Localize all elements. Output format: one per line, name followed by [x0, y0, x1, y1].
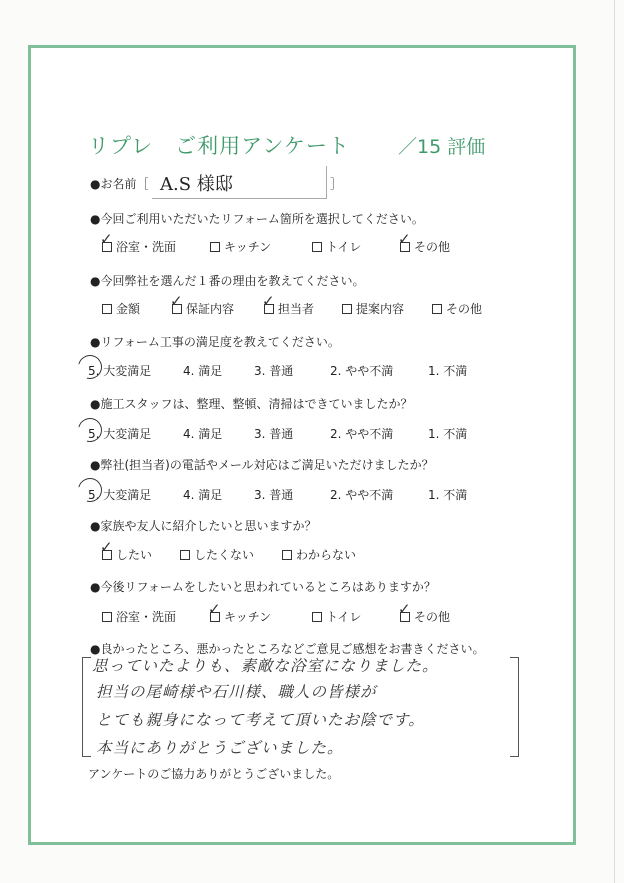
comment-line-3[interactable]: とても親身になって考えて頂いたお陰です。 — [96, 711, 425, 729]
q4-rating-3[interactable]: 3. 普通 — [254, 427, 294, 441]
checkbox-icon[interactable] — [210, 242, 220, 252]
score-label: ／15 評価 — [398, 136, 486, 158]
q5-rating-2[interactable]: 2. やや不満 — [330, 488, 394, 502]
q3-rating-3[interactable]: 3. 普通 — [254, 364, 294, 378]
q5-rating-1[interactable]: 1. 不満 — [428, 488, 468, 502]
question-8: ●良かったところ、悪かったところなどご意見ご感想をお書きください。 — [90, 642, 485, 656]
q1-option-kitchen[interactable]: キッチン — [210, 238, 271, 255]
q2-option-proposal[interactable]: 提案内容 — [342, 300, 404, 317]
question-5: ●弊社(担当者)の電話やメール対応はご満足いただけましたか？ — [90, 458, 434, 472]
checkmark-icon: ✓ — [208, 600, 221, 618]
q3-rating-2[interactable]: 2. やや不満 — [330, 364, 394, 378]
checkmark-icon: ✓ — [398, 230, 411, 248]
q5-rating-4[interactable]: 4. 満足 — [183, 488, 223, 502]
q5-rating-3[interactable]: 3. 普通 — [254, 488, 294, 502]
checkbox-icon[interactable] — [180, 550, 190, 560]
checkbox-icon[interactable] — [312, 612, 322, 622]
checkmark-icon: ✓ — [100, 230, 113, 248]
name-close-bracket: ］ — [330, 177, 343, 191]
q4-rating-5[interactable]: 5. 大変満足 — [88, 427, 152, 441]
q2-option-price[interactable]: 金額 — [102, 300, 140, 317]
q4-rating-1[interactable]: 1. 不満 — [428, 427, 468, 441]
q1-option-toilet[interactable]: トイレ — [312, 238, 361, 255]
checkbox-icon[interactable] — [282, 550, 292, 560]
checkbox-icon[interactable] — [102, 612, 112, 622]
question-4: ●施工スタッフは、整理、整頓、清掃はできていましたか？ — [90, 397, 413, 411]
comment-line-2[interactable]: 担当の尾崎様や石川様、職人の皆様が — [96, 683, 377, 701]
q6-option-yes[interactable]: ✓ したい — [100, 538, 153, 562]
question-1: ●今回ご利用いただいたリフォーム箇所を選択してください。 — [90, 212, 424, 226]
name-label: ●お名前［ — [90, 177, 149, 191]
q2-option-staff[interactable]: ✓ 担当者 — [262, 292, 315, 316]
checkbox-icon[interactable] — [102, 304, 112, 314]
q6-option-unsure[interactable]: わからない — [282, 546, 356, 563]
question-2: ●今回弊社を選んだ１番の理由を教えてください。 — [90, 274, 365, 288]
comment-line-1[interactable]: 思っていたよりも、素敵な浴室になりました。 — [92, 657, 439, 675]
q7-option-kitchen[interactable]: ✓ キッチン — [208, 600, 272, 624]
question-7: ●今後リフォームをしたいと思われているところはありますか？ — [90, 580, 436, 594]
name-value[interactable]: A.S 様邸 — [160, 174, 233, 195]
checkbox-icon[interactable] — [432, 304, 442, 314]
question-6: ●家族や友人に紹介したいと思いますか？ — [90, 519, 317, 533]
comment-bracket-right — [510, 657, 519, 757]
comment-line-4[interactable]: 本当にありがとうございました。 — [96, 739, 344, 757]
q7-option-bath[interactable]: 浴室・洗面 — [102, 608, 176, 625]
thanks-text: アンケートのご協力ありがとうございました。 — [88, 767, 340, 781]
q7-option-toilet[interactable]: トイレ — [312, 608, 361, 625]
q5-rating-5[interactable]: 5. 大変満足 — [88, 488, 152, 502]
checkmark-icon: ✓ — [262, 292, 275, 310]
q1-option-other[interactable]: ✓ その他 — [398, 230, 451, 254]
checkmark-icon: ✓ — [170, 292, 183, 310]
q3-rating-1[interactable]: 1. 不満 — [428, 364, 468, 378]
q3-rating-4[interactable]: 4. 満足 — [183, 364, 223, 378]
checkbox-icon[interactable] — [342, 304, 352, 314]
checkbox-icon[interactable] — [312, 242, 322, 252]
q4-rating-2[interactable]: 2. やや不満 — [330, 427, 394, 441]
q4-rating-4[interactable]: 4. 満足 — [183, 427, 223, 441]
comment-bracket-left — [82, 657, 91, 757]
q7-option-other[interactable]: ✓ その他 — [398, 600, 451, 624]
q6-option-no[interactable]: したくない — [180, 546, 254, 563]
checkmark-icon: ✓ — [398, 600, 411, 618]
q2-option-warranty[interactable]: ✓ 保証内容 — [170, 292, 235, 316]
scan-edge-line — [614, 0, 615, 883]
q3-rating-5[interactable]: 5. 大変満足 — [88, 364, 152, 378]
survey-title: リプレ ご利用アンケート — [88, 134, 350, 158]
q2-option-other[interactable]: その他 — [432, 300, 482, 317]
q1-option-bath[interactable]: ✓ 浴室・洗面 — [100, 230, 177, 254]
checkmark-icon: ✓ — [100, 538, 113, 556]
question-3: ●リフォーム工事の満足度を教えてください。 — [90, 335, 340, 349]
